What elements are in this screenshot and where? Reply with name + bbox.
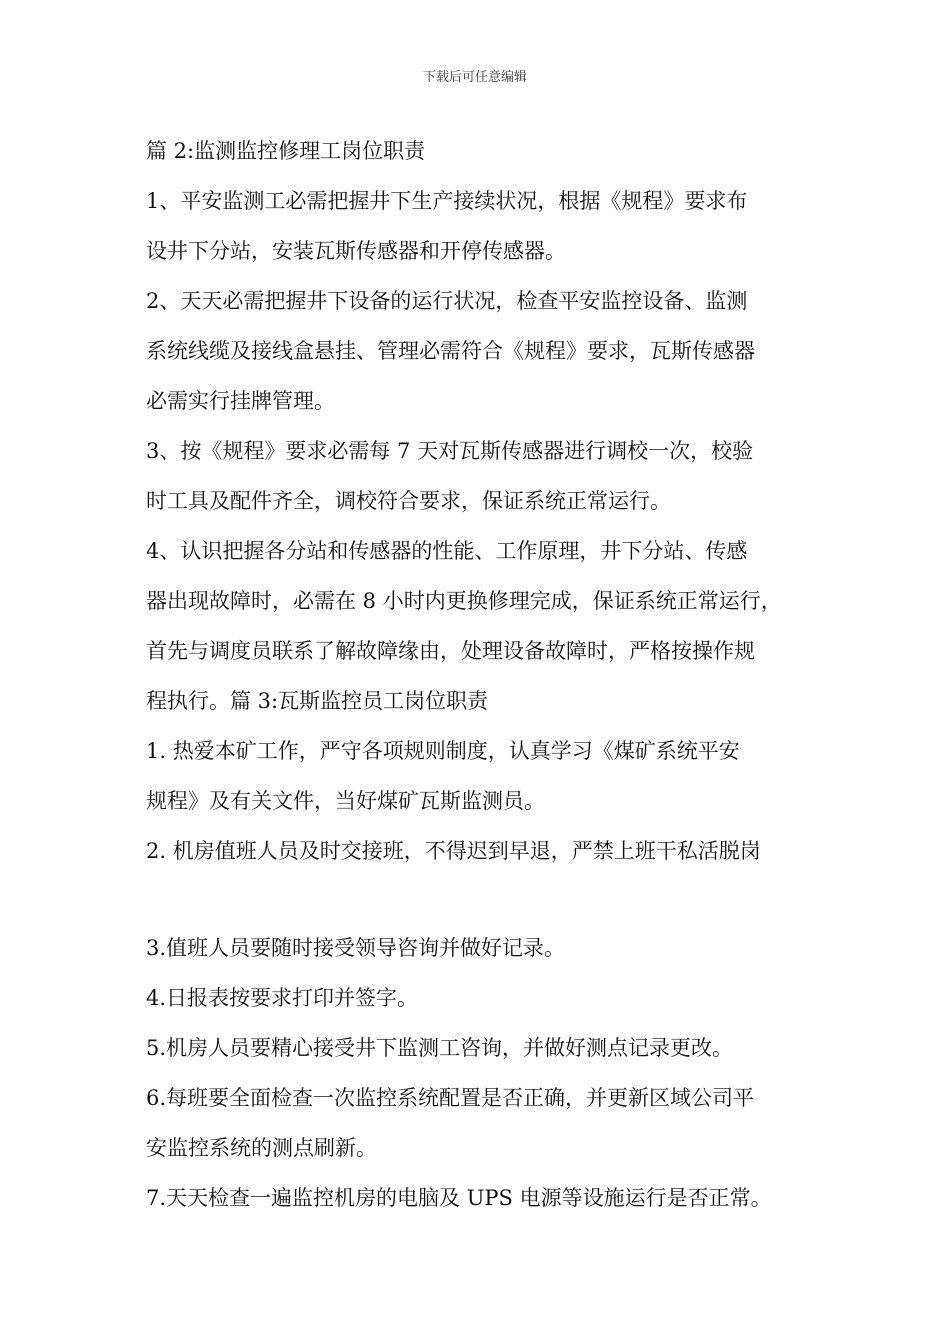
text-line: 安监控系统的测点刷新。	[146, 1136, 377, 1160]
text-line: 设井下分站，安装瓦斯传感器和开停传感器。	[146, 239, 566, 263]
text-line: 规程》及有关文件，当好煤矿瓦斯监测员。	[146, 789, 545, 813]
text-line: 2、天天必需把握井下设备的运行状况，检查平安监控设备、监测	[146, 289, 748, 313]
text-line: 4.日报表按要求打印并签字。	[146, 986, 419, 1010]
text-line: 7.天天检查一遍监控机房的电脑及 UPS 电源等设施运行是否正常。	[146, 1186, 772, 1210]
text-line: 1. 热爱本矿工作，严守各项规则制度，认真学习《煤矿系统平安	[146, 739, 740, 763]
section-title: 篇 2:监测监控修理工岗位职责	[146, 139, 426, 163]
text-line: 4、认识把握各分站和传感器的性能、工作原理，井下分站、传感	[146, 539, 748, 563]
text-line: 器出现故障时，必需在 8 小时内更换修理完成，保证系统正常运行，	[146, 589, 782, 613]
text-line: 6.每班要全面检查一次监控系统配置是否正确，并更新区域公司平	[146, 1086, 755, 1110]
text-line: 程执行。篇 3:瓦斯监控员工岗位职责	[146, 689, 489, 713]
text-line: 1、平安监测工必需把握井下生产接续状况，根据《规程》要求布	[146, 189, 748, 213]
page-header: 下载后可任意编辑	[422, 70, 527, 85]
text-line: 5.机房人员要精心接受井下监测工咨询，并做好测点记录更改。	[146, 1036, 734, 1060]
text-line: 2. 机房值班人员及时交接班，不得迟到早退，严禁上班干私活脱岗	[146, 839, 761, 863]
text-line: 时工具及配件齐全，调校符合要求，保证系统正常运行。	[146, 489, 671, 513]
text-line: 必需实行挂牌管理。	[146, 389, 335, 413]
text-line: 系统线缆及接线盒悬挂、管理必需符合《规程》要求，瓦斯传感器	[146, 339, 755, 363]
text-line: 3、按《规程》要求必需每 7 天对瓦斯传感器进行调校一次，校验	[146, 439, 754, 463]
text-line: 首先与调度员联系了解故障缘由，处理设备故障时，严格按操作规	[146, 639, 755, 663]
text-line: 3.值班人员要随时接受领导咨询并做好记录。	[146, 936, 566, 960]
